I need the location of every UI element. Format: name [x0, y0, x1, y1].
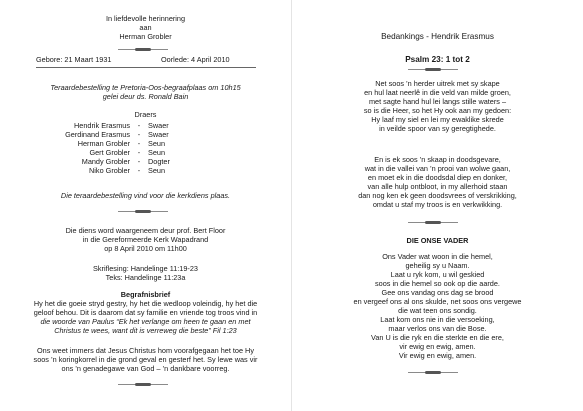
lords-prayer: [292, 252, 583, 360]
prayer-line: geheilig sy u Naam.: [405, 261, 470, 270]
burial-line: gelei deur ds. Ronald Bain: [102, 92, 189, 101]
psalm-line: van alle hulp ontbloot, in my allerhoid staan: [367, 182, 508, 191]
service-info: [0, 226, 291, 253]
bearer-dash: -: [137, 139, 141, 148]
ornament-divider: [118, 211, 168, 212]
psalm-line: dan nog ken ek geen doodsvrees of verskrikking,: [358, 191, 517, 200]
prayer-line: die wat teen ons sondig.: [398, 306, 477, 315]
prayer-line: Gee ons vandag ons dag se brood: [381, 288, 494, 297]
burial-line: Teraardebestelling te Pretoria-Oos-begraafplaas om 10h15: [50, 83, 241, 92]
bearer-dash: -: [137, 148, 141, 157]
psalm-verse-1: [292, 79, 583, 133]
psalm-line: en moet ek in die doodsdal diep en donker,: [367, 173, 508, 182]
psalm-verse-2: [292, 155, 583, 209]
thanks-heading: Bedankings - Hendrik Erasmus: [381, 32, 494, 41]
psalm-line: met sagte hand hul lei langs stille waters –: [368, 97, 507, 106]
ornament-divider: [118, 384, 168, 385]
bearer-relation: Swaer: [148, 130, 169, 139]
bearer-name: Gert Grobler: [89, 148, 130, 157]
bearer-name: Mandy Grobler: [81, 157, 130, 166]
date-underline: [36, 67, 256, 68]
bearer-name: Hendrik Erasmus: [74, 121, 130, 130]
table-row: [52, 157, 170, 166]
closing-text: [0, 346, 291, 373]
bearer-dash: -: [137, 121, 141, 130]
closing-line: ons ’n genadegawe van God – ’n dankbare voorreg.: [61, 364, 230, 373]
funeral-quote-line: Christus te wees, want dit is verreweg die beste” Fil 1:23: [54, 326, 237, 335]
memory-heading: [0, 14, 291, 41]
funeral-quote-line: die woorde van Paulus “Ek het verlange om heen te gaan en met: [40, 317, 251, 326]
psalm-line: en hul laat neerlê in die veld van milde groen,: [364, 88, 511, 97]
left-page: [0, 0, 291, 411]
prayer-line: Ons Vader wat woon in die hemel,: [382, 252, 493, 261]
bearer-dash: -: [137, 166, 141, 175]
bearer-relation: Seun: [148, 166, 166, 175]
birth-date: Gebore: 21 Maart 1931: [36, 55, 112, 64]
prayer-line: soos in die hemel so ook op die aarde.: [375, 279, 500, 288]
prayer-line: Laat u ryk kom, u wil geskied: [390, 270, 485, 279]
service-line: in die Gereformeerde Kerk Wapadrand: [82, 235, 209, 244]
deceased-name: Herman Grobler: [119, 32, 172, 41]
ornament-divider: [408, 372, 458, 373]
closing-line: Ons weet immers dat Jesus Christus hom voorafgegaan het toe Hy: [37, 346, 254, 355]
psalm-line: Net soos ’n herder uitrek met sy skape: [375, 79, 500, 88]
bearer-relation: Seun: [148, 148, 166, 157]
table-row: [52, 139, 170, 148]
prayer-line: Laat kom ons nie in die versoeking,: [380, 315, 495, 324]
bearer-name: Herman Grobler: [77, 139, 130, 148]
bearer-relation: Dogter: [148, 157, 170, 166]
prayer-line: vir ewig en ewig, amen.: [399, 342, 476, 351]
prayer-line: Van U is die ryk en die sterkte en die ere,: [371, 333, 504, 342]
bearer-relation: Seun: [148, 139, 166, 148]
scripture-readings: [0, 264, 291, 282]
closing-line: soos ’n koringkorrel in die grond geval en gesterf het. Sy lewe was vir: [33, 355, 258, 364]
memory-lines: [0, 14, 291, 41]
bearer-relation: Swaer: [148, 121, 169, 130]
ornament-divider: [408, 69, 458, 70]
table-row: [52, 148, 170, 157]
reading-line: Skriflesing: Handelinge 11:19-23: [93, 264, 198, 273]
memory-line: aan: [139, 23, 152, 32]
funeral-letter-heading: Begrafnisbrief: [120, 290, 171, 299]
bearer-dash: -: [137, 157, 141, 166]
psalm-line: En is ek soos ’n skaap in doodsgevare,: [374, 155, 501, 164]
table-row: [52, 166, 170, 175]
psalm-line: Hy laaf my siel en lei my ewaklike skrede: [371, 115, 504, 124]
psalm-line: in veilde spoor van sy geregtighede.: [379, 124, 496, 133]
psalm-line: so is die Heer, so het Hy ook aan my gedoen:: [363, 106, 512, 115]
burial-info: [0, 83, 291, 101]
bearers-table: [52, 121, 170, 175]
service-line: op 8 April 2010 om 11h00: [104, 244, 187, 253]
bearers-heading: Draers: [134, 110, 157, 119]
funeral-letter-text: [0, 299, 291, 335]
death-date: Oorlede: 4 April 2010: [161, 55, 230, 64]
prayer-line: en vergeef ons al ons skulde, net soos ons vergewe: [353, 297, 522, 306]
prayer-heading: DIE ONSE VADER: [406, 236, 469, 245]
bearer-name: Gerdinand Erasmus: [65, 130, 130, 139]
prayer-line: Vir ewig en ewig, amen.: [398, 351, 477, 360]
psalm-line: omdat u staf my troos is en verkwikking.: [372, 200, 503, 209]
funeral-line: Hy het die goeie stryd gestry, hy het die wedloop voleindig, hy het die: [33, 299, 258, 308]
ornament-divider: [118, 49, 168, 50]
right-page: [292, 0, 583, 411]
prayer-line: maar verlos ons van die Bose.: [388, 324, 487, 333]
psalm-heading: Psalm 23: 1 tot 2: [405, 55, 470, 64]
funeral-line: geloof behou. Dit is daarom dat sy familie en vriende tog troos vind in: [33, 308, 258, 317]
ornament-divider: [408, 222, 458, 223]
table-row: [52, 121, 170, 130]
bearer-dash: -: [137, 130, 141, 139]
memory-line: In liefdevolle herinnering: [105, 14, 186, 23]
psalm-line: wat in die vallei van ’n prooi van wolwe gaan,: [364, 164, 511, 173]
service-line: Die diens word waargeneem deur prof. Bert Floor: [65, 226, 226, 235]
burial-note: Die teraardebestelling vind voor die kerkdiens plaas.: [60, 191, 231, 200]
text-line: Teks: Handelinge 11:23a: [105, 273, 186, 282]
table-row: [52, 130, 170, 139]
bearer-name: Niko Grobler: [89, 166, 130, 175]
